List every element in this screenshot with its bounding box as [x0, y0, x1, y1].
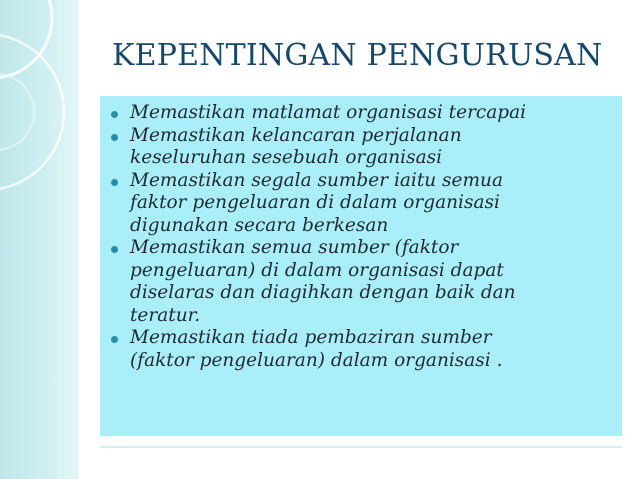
- bullet-line: Memastikan matlamat organisasi tercapai: [130, 102, 527, 123]
- content-box: [100, 96, 622, 436]
- bullet-line: Memastikan kelancaran perjalanan: [130, 124, 462, 146]
- bullet-dot-icon: [111, 134, 118, 141]
- deco-circle-top: [0, 0, 52, 78]
- bullet-item: [110, 237, 612, 327]
- bullet-dot-icon: [111, 179, 118, 186]
- slide-title: KEPENTINGAN PENGURUSAN: [112, 38, 603, 73]
- bullet-item: [110, 102, 612, 125]
- bullet-dot-icon: [111, 336, 118, 343]
- bullet-dot-icon: [111, 246, 118, 253]
- deco-circle-inner: [0, 74, 34, 150]
- bullet-line: teratur.: [130, 304, 201, 326]
- bullet-line: digunakan secara berkesan: [130, 214, 389, 236]
- bullet-line: (faktor pengeluaran) dalam organisasi .: [130, 349, 503, 371]
- bullet-line: Memastikan tiada pembaziran sumber: [130, 327, 492, 348]
- bullet-line: diselaras dan diagihkan dengan baik dan: [130, 282, 516, 303]
- bullet-list: [110, 102, 612, 372]
- decorative-circles: [0, 0, 110, 479]
- bullet-line: keseluruhan sesebuah organisasi: [130, 147, 443, 168]
- bottom-divider: [100, 446, 622, 448]
- bullet-item: [110, 327, 612, 372]
- bullet-line: Memastikan segala sumber iaitu semua: [130, 169, 503, 191]
- bullet-item: [110, 170, 612, 238]
- bullet-line: Memastikan semua sumber (faktor: [130, 237, 459, 258]
- bullet-dot-icon: [111, 111, 118, 118]
- bullet-line: pengeluaran) di dalam organisasi dapat: [130, 259, 504, 281]
- bullet-line: faktor pengeluaran di dalam organisasi: [130, 192, 500, 213]
- bullet-item: [110, 125, 612, 170]
- deco-circle-middle: [0, 34, 64, 190]
